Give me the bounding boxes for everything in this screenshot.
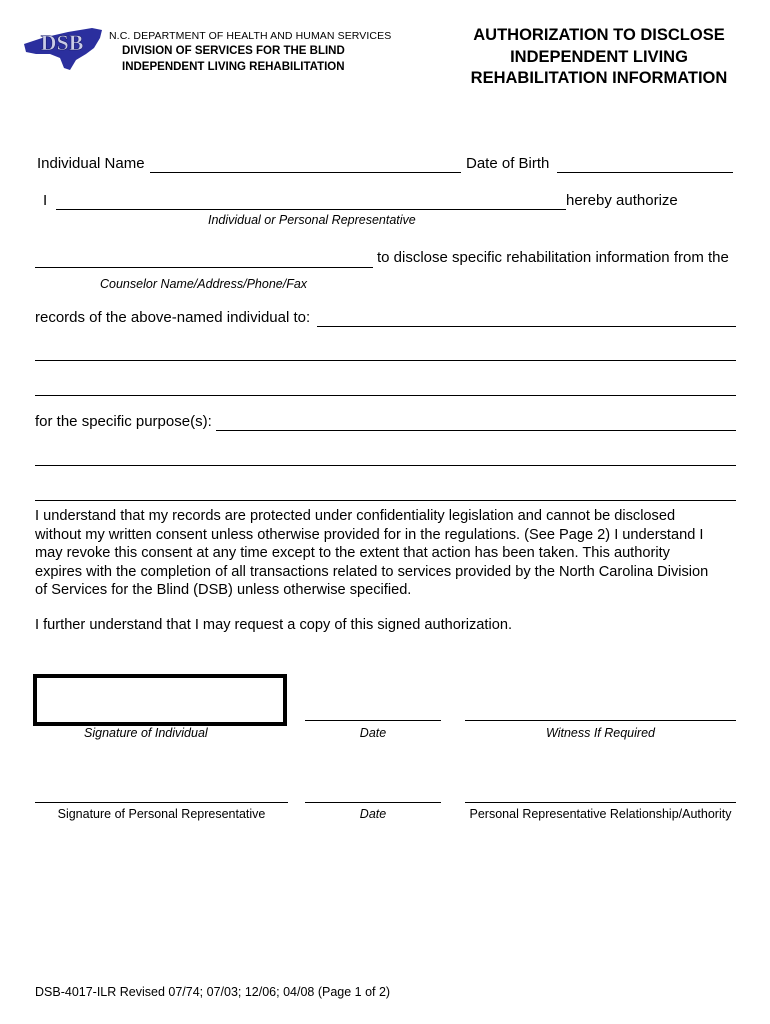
individual-caption: Individual or Personal Representative [208, 213, 416, 227]
date-2-caption: Date [359, 807, 387, 821]
authorizer-name-field[interactable] [56, 209, 566, 210]
copy-request-text: I further understand that I may request a copy of this signed authorization. [35, 617, 513, 633]
counselor-field[interactable] [35, 267, 373, 268]
relationship-caption: Personal Representative Relationship/Authority [469, 807, 732, 821]
signature-individual-caption: Signature of Individual [84, 726, 208, 740]
date-2-field[interactable] [305, 802, 441, 803]
individual-name-label: Individual Name [37, 155, 145, 172]
purpose-field-2[interactable] [35, 465, 736, 466]
purpose-field-1[interactable] [216, 430, 736, 431]
nc-state-map-icon [22, 24, 104, 76]
recipient-field-2[interactable] [35, 360, 736, 361]
unit-name: INDEPENDENT LIVING REHABILITATION [122, 61, 345, 73]
signature-representative-caption: Signature of Personal Representative [57, 807, 266, 821]
consent-line-2: without my written consent unless otherwise provided for in the regulations. (See Page 2) I understand I [35, 526, 704, 543]
title-line-3: REHABILITATION INFORMATION [470, 69, 728, 87]
consent-line-4: expires with the completion of all transactions related to services provided by the North Carolina Division [35, 563, 709, 580]
relationship-field[interactable] [465, 802, 736, 803]
recipient-field-3[interactable] [35, 395, 736, 396]
hereby-authorize-text: hereby authorize [566, 192, 678, 209]
date-1-field[interactable] [305, 720, 441, 721]
date-of-birth-label: Date of Birth [466, 155, 550, 172]
title-line-2: INDEPENDENT LIVING [510, 47, 688, 66]
records-label: records of the above-named individual to: [35, 309, 311, 326]
recipient-field-1[interactable] [317, 326, 736, 327]
purpose-field-3[interactable] [35, 500, 736, 501]
dsb-logo [22, 24, 104, 76]
date-of-birth-field[interactable] [557, 172, 733, 173]
purpose-label: for the specific purpose(s): [35, 413, 212, 430]
consent-line-5: of Services for the Blind (DSB) unless otherwise specified. [35, 582, 412, 599]
form-title [440, 25, 758, 90]
consent-paragraph [35, 507, 740, 600]
logo-text: DSB [40, 30, 84, 55]
date-1-caption: Date [359, 726, 387, 740]
form-id-footer: DSB-4017-ILR Revised 07/74; 07/03; 12/06; 04/08 (Page 1 of 2) [35, 985, 391, 999]
division-name: DIVISION OF SERVICES FOR THE BLIND [122, 45, 345, 57]
witness-field[interactable] [465, 720, 736, 721]
signature-individual-box[interactable] [33, 674, 287, 726]
individual-name-field[interactable] [150, 172, 461, 173]
title-line-1: AUTHORIZATION TO DISCLOSE [473, 26, 725, 44]
counselor-caption: Counselor Name/Address/Phone/Fax [100, 277, 308, 291]
consent-line-3: may revoke this consent at any time except to the extent that action has been taken. This authority [35, 545, 670, 562]
witness-caption: Witness If Required [546, 726, 655, 740]
consent-line-1: I understand that my records are protected under confidentiality legislation and cannot be disclosed [35, 508, 676, 524]
i-label: I [43, 192, 48, 209]
signature-representative-field[interactable] [35, 802, 288, 803]
department-name: N.C. DEPARTMENT OF HEALTH AND HUMAN SERVICES [109, 30, 392, 42]
to-disclose-text: to disclose specific rehabilitation information from the [377, 249, 729, 266]
